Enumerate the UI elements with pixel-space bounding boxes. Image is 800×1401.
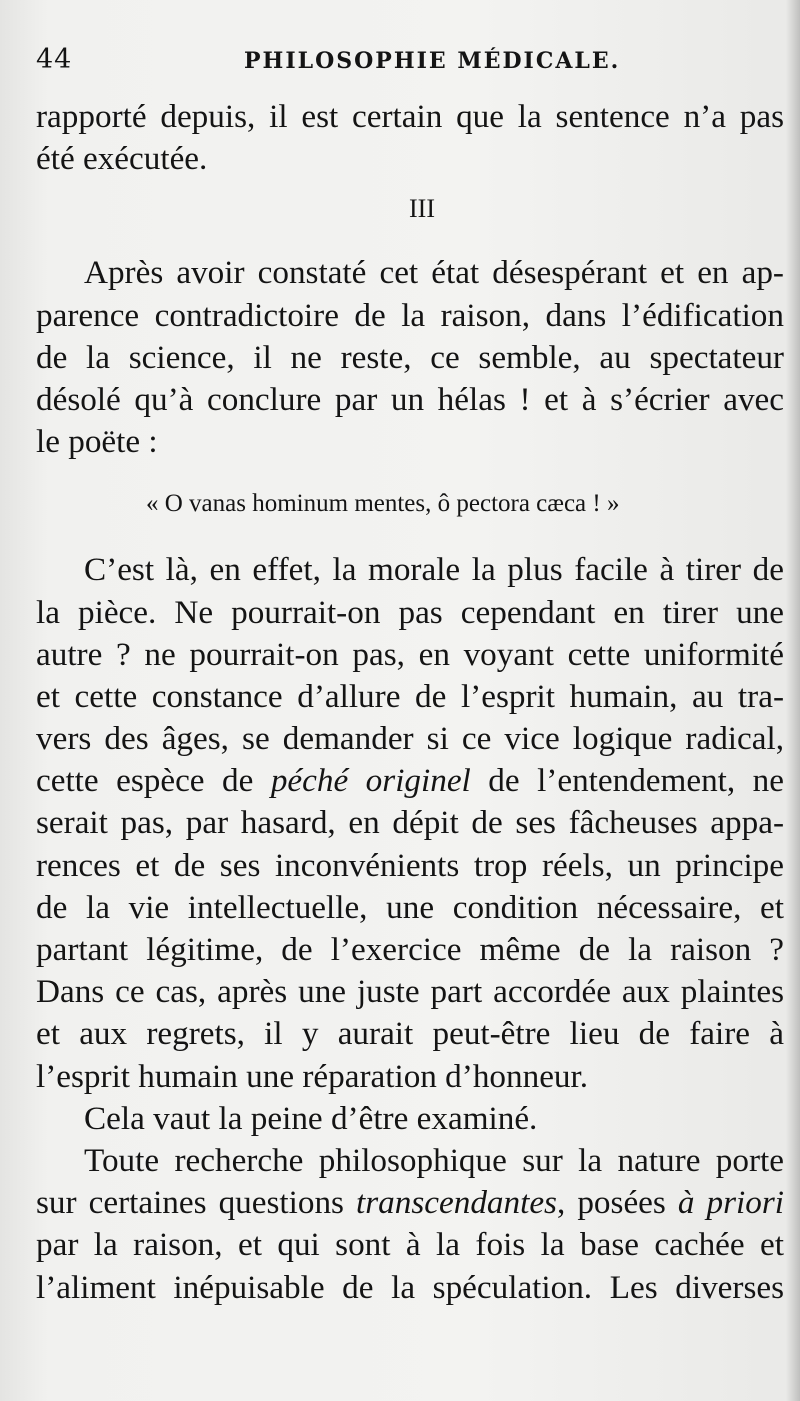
text-line: l’esprit humain une réparation d’honneur.: [36, 1057, 589, 1095]
italic-term: à priori: [677, 1184, 784, 1222]
text-run: , posées: [556, 1184, 678, 1222]
spacer: [36, 531, 784, 549]
spacer: [36, 238, 784, 252]
text-line: désolé qu’à conclure par un hélas ! et à s’écrier avec: [36, 380, 784, 418]
text-line: l’aliment inépuisable de la spéculation. Les diverses: [36, 1268, 784, 1306]
text-line: de la science, il ne reste, ce semble, au spectateur: [36, 338, 784, 376]
text-line: Après avoir constaté cet état désespérant et en ap-: [84, 254, 784, 292]
section-heading: III: [409, 194, 435, 224]
text-line: et aux regrets, il y aurait peut-être lieu de faire à: [36, 1015, 784, 1053]
page-body: [36, 96, 784, 1309]
text-line: et cette constance d’allure de l’esprit humain, au tra-: [36, 677, 784, 715]
text-line: été exécutée.: [36, 140, 208, 178]
text-line: par la raison, et qui sont à la fois la base cachée et: [36, 1226, 784, 1264]
text-line: C’est là, en effet, la morale la plus facile à tirer de: [84, 551, 784, 589]
spacer: [36, 463, 784, 477]
text-line: autre ? ne pourrait-on pas, en voyant cette uniformité: [36, 635, 784, 673]
text-line: le poëte :: [36, 423, 158, 461]
text-line: serait pas, par hasard, en dépit de ses fâcheuses appa-: [36, 804, 784, 842]
page-number: 44: [36, 44, 73, 75]
text-line: rapporté depuis, il est certain que la sentence n’a pas: [36, 98, 784, 135]
page-gutter-shadow: [786, 0, 800, 1401]
text-line: la pièce. Ne pourrait-on pas cependant en tirer une: [36, 593, 784, 631]
text-line: [36, 1182, 784, 1224]
text-run: cette espèce de: [36, 762, 271, 800]
text-line: vers des âges, se demander si ce vice logique radical,: [36, 720, 784, 758]
running-head: PHILOSOPHIE MÉDICALE.: [244, 48, 621, 74]
text-run: sur certaines questions: [36, 1184, 357, 1222]
italic-term: transcendantes: [356, 1184, 557, 1222]
page-header: [36, 44, 756, 82]
text-line: parence contradictoire de la raison, dans l’édification: [36, 296, 784, 334]
latin-quotation: « O vanas hominum mentes, ô pectora cæca ! »: [146, 490, 620, 518]
text-line: rences et de ses inconvénients trop réels, un principe: [36, 846, 784, 884]
text-line: Dans ce cas, après une juste part accordée aux plaintes: [36, 973, 784, 1011]
text-run: de l’entendement, ne: [470, 762, 784, 800]
text-line: [36, 760, 784, 802]
italic-term: péché originel: [270, 762, 471, 800]
text-line: de la vie intellectuelle, une condition nécessaire, et: [36, 888, 784, 926]
text-line: partant légitime, de l’exercice même de la raison ?: [36, 931, 784, 968]
text-line: Toute recherche philosophique sur la nature porte: [84, 1141, 784, 1179]
text-line: Cela vaut la peine d’être examiné.: [84, 1099, 538, 1137]
